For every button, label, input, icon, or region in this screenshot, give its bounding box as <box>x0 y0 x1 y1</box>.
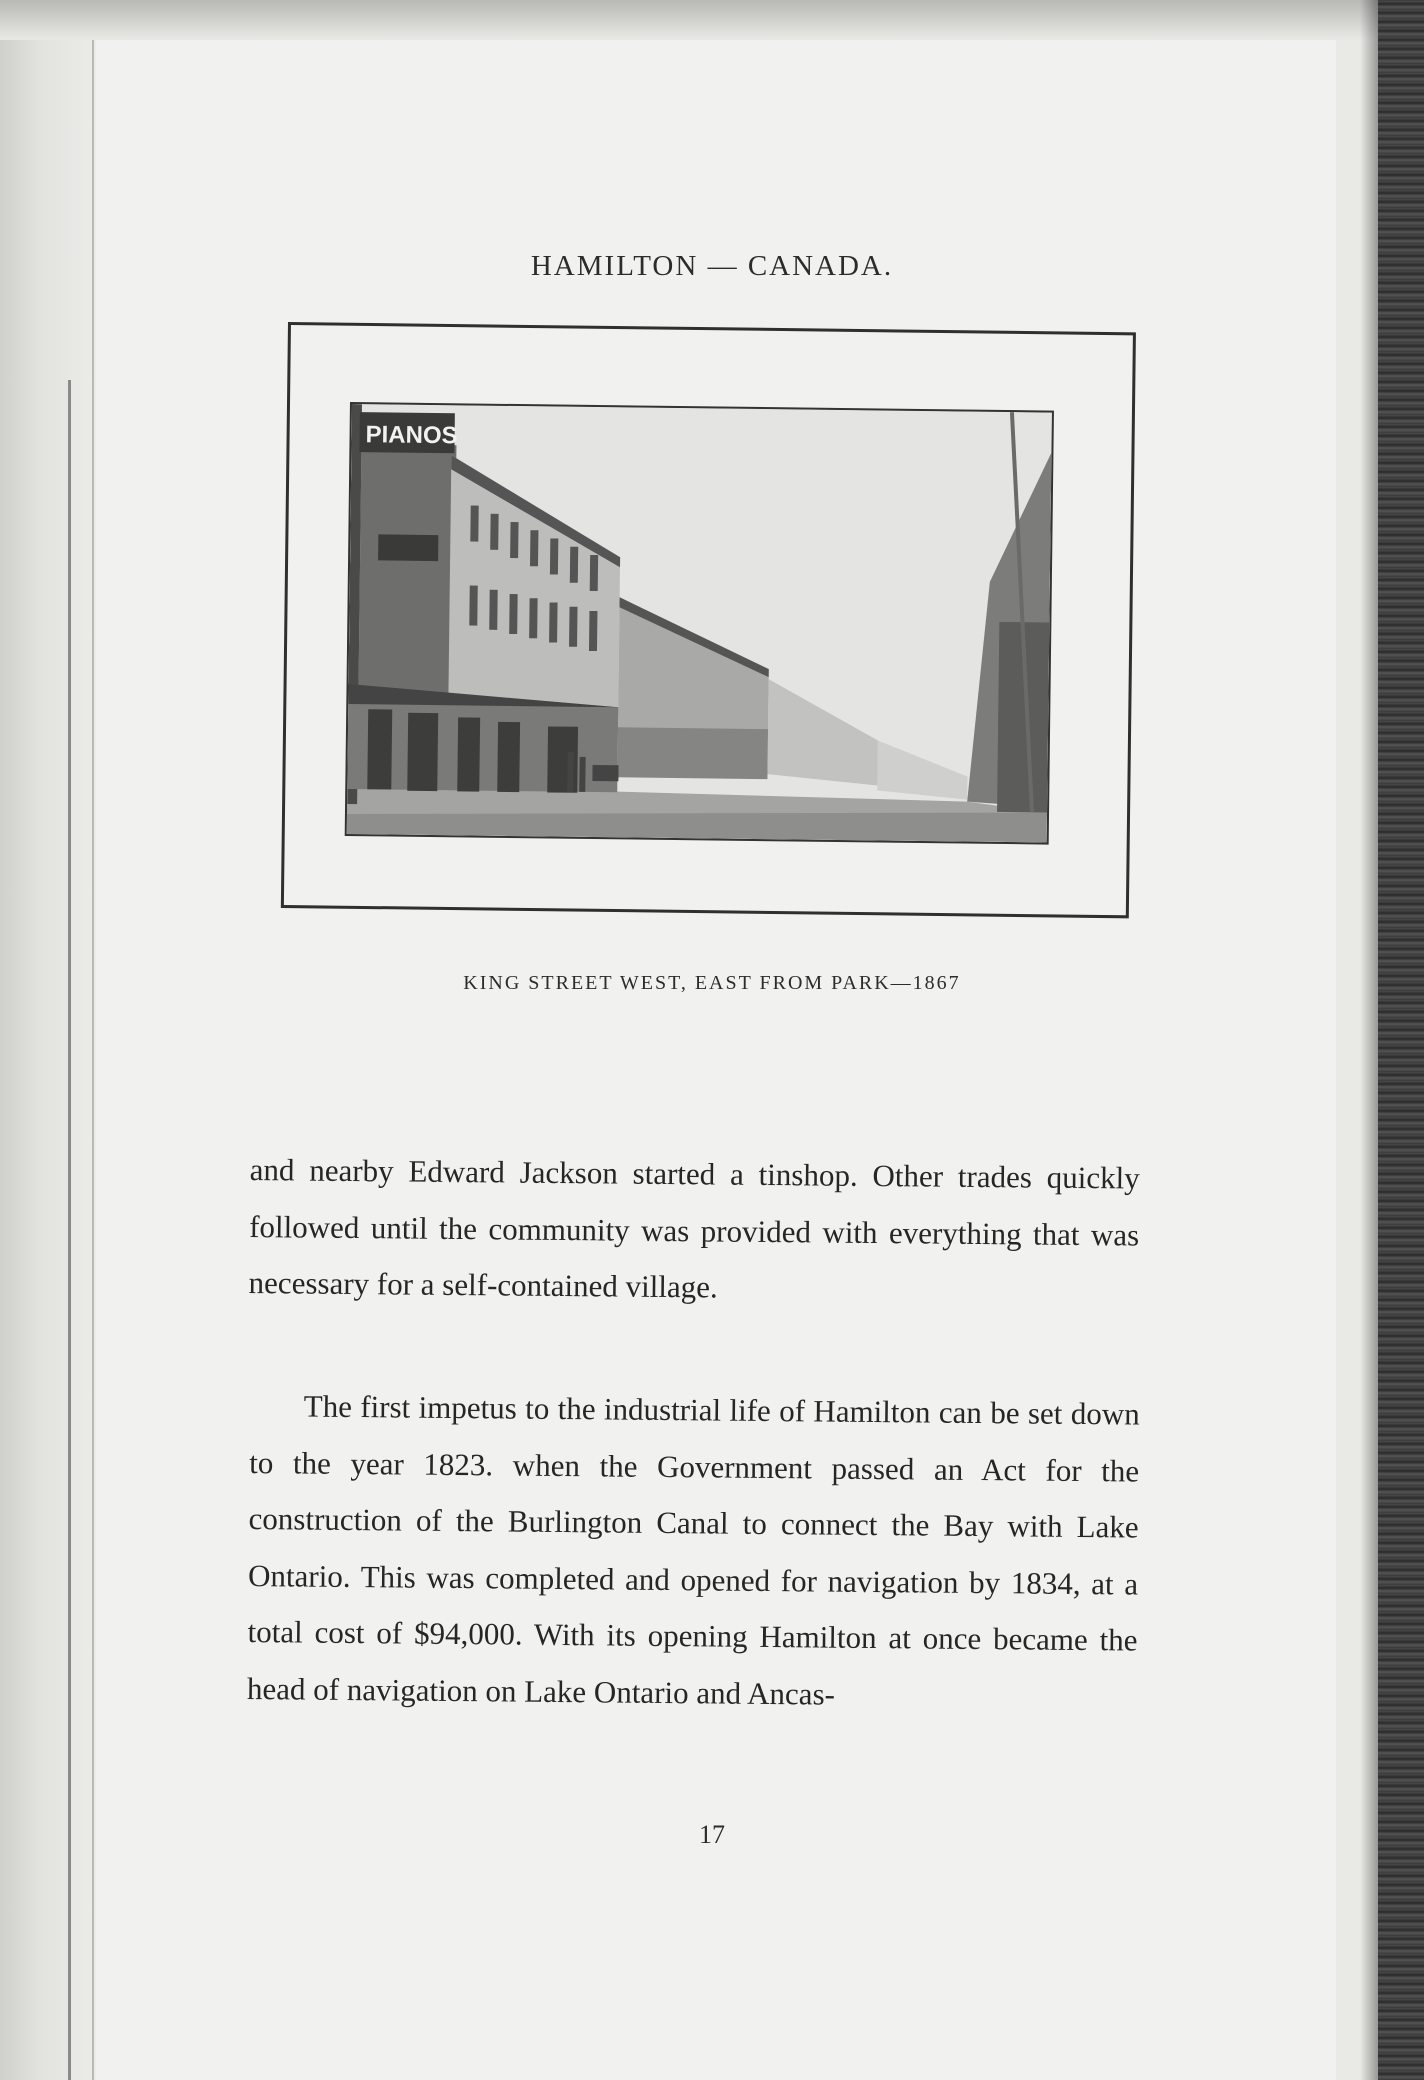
pianos-sign-text: PIANOS <box>365 421 458 450</box>
right-edge-shadow <box>1360 0 1378 2080</box>
street-photograph <box>345 402 1054 845</box>
figure-caption: KING STREET WEST, EAST FROM PARK—1867 <box>463 972 961 994</box>
gutter-fold-line <box>92 40 94 2080</box>
top-edge-shadow <box>0 0 1424 40</box>
body-paragraph-2: The first impetus to the industrial life of Hamilton can be set down to the year 1823. when the Government passed an Act for the construction of the Burlington Canal to connect the Bay with Lake Ontario. This was completed and opened for navigation by 1834, at a total cost of $94,000. With its opening Hamilton at once became the head of navigation on Lake Ontario and Ancas- <box>246 1388 1140 1712</box>
book-gutter <box>0 0 100 2080</box>
running-head: HAMILTON — CANADA. <box>530 250 894 282</box>
book-cover-edge <box>1378 0 1424 2080</box>
page-number: 17 <box>699 1820 725 1849</box>
body-paragraph-1: and nearby Edward Jackson started a tinshop. Other trades quickly followed until the community was provided with everything that was necessary for a self-contained village. <box>248 1151 1140 1305</box>
